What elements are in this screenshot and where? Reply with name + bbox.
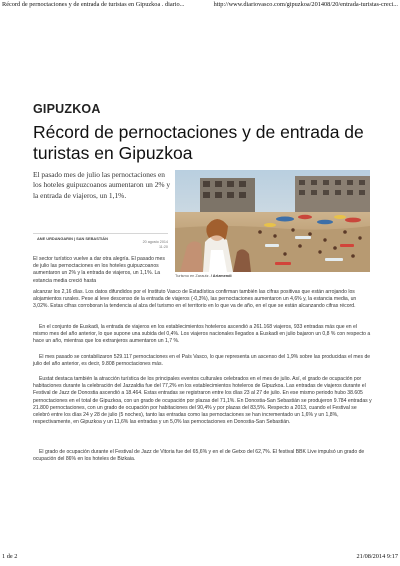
- print-header-title: Récord de pernoctaciones y de entrada de turistas en Gipuzkoa . diario...: [2, 1, 185, 8]
- body-paragraph: Eustat destaca también la atracción turística de los principales eventos culturales celebrados en el mes de julio. Así, el grado de ocupación por habitaciones durante la celebración del Jazzaldia fue del 77,2% en los establecimientos hoteleros de Gipuzkoa. Las entradas de viajeros durante el Festival de Jazz de Donostia ascendió a 18.464. Estas entradas se registraron entre los días 23 al 27 de julio. En ese mismo periodo hubo 38.605 pernoctaciones en el total de Gipuzkoa, con un grado de ocupación por plazas del 71,1%. En Donostia-San Sebastián se produjeron 9.784 entradas y 21.800 pernoctaciones, con un grado de ocupación por habitaciones del 90,4% y por plazas del 83,5%. Respecto a 2013, cuando el Festival se celebró entre los días 24 y 28 de julio (5 noches), tanto las entradas como las pernoctaciones se han incrementado un 1,6% y un 1,8%, respectivamente, en Gipuzkoa y un 11,6% las entradas y un 5,0% las pernoctaciones en Donostia-San Sebastián.: [33, 376, 372, 426]
- body-paragraph: En el conjunto de Euskadi, la entrada de viajeros en los establecimientos hoteleros ascendió a 261.168 viajeros, 933 entradas más que en el mismo mes del año anterior, lo que supone una subida del 0,4%. Los viajeros nacionales llegados a Euskadi en julio bajaron un 0,8 % con respecto a hace un año, mientras que los extranjeros aumentaron un 1,7 %.: [33, 324, 371, 345]
- article-subtitle: El pasado mes de julio las pernoctaciones en los hoteles guipuzcoanos aumentaron un 2% y la entrada de viajeros, un 1,1%.: [33, 170, 171, 200]
- byline-author: ANE URDANGARIN | SAN SEBASTIÁN: [37, 236, 108, 241]
- article-title: Récord de pernoctaciones y de entrada de turistas en Gipuzkoa: [33, 122, 364, 163]
- print-header: [2, 1, 398, 13]
- print-footer: [2, 553, 398, 563]
- lead-paragraph-continued: alcanzar los 2,16 días. Los datos difundidos por el Instituto Vasco de Estadística confirman también las cifras positivas que están arrojando los alojamientos rurales. Pese al leve descenso de la entrada de viajeros (-0,3%), las pernoctaciones aumentaron un 4,6% y, la estancia media, un 3,02%. Estas cifras corroboran la tendencia al alza del turismo en el territorio en lo que va de año, en el que se están alcanzando cifras récord.: [33, 289, 357, 310]
- byline-date-time: 11:20: [159, 244, 168, 249]
- photo-credit: / Arizmendi: [210, 273, 232, 278]
- body-paragraph: El mes pasado se contabilizaron 529.117 pernoctaciones en el País Vasco, lo que representa un ascenso del 1,9% sobre las producidas el mes de julio del año anterior, es decir, 9.808 pernoctaciones más.: [33, 354, 371, 368]
- page-number: 1 de 2: [2, 553, 18, 560]
- photo-caption: [175, 273, 232, 278]
- byline: [33, 233, 168, 247]
- section-label[interactable]: GIPUZKOA: [33, 102, 101, 116]
- print-header-url: http://www.diariovasco.com/gipuzkoa/201408/20/entrada-turistas-creci...: [213, 1, 398, 8]
- body-paragraph: El grado de ocupación durante el Festival de Jazz de Vitoria fue del 65,6% y en el de Getxo del 62,7%. El festival BBK Live impulsó un grado de ocupación del 86% en los hoteles de Bizkaia.: [33, 449, 365, 463]
- byline-date: [143, 240, 168, 249]
- beach-crowd-photo: [175, 170, 370, 272]
- photo-caption-text: Turismo en Zarautz.: [175, 273, 210, 278]
- byline-date-day: 20 agosto 2014: [142, 240, 168, 244]
- article-photo[interactable]: [175, 170, 370, 272]
- print-datetime: 21/08/2014 9:17: [356, 553, 398, 560]
- lead-paragraph: El sector turístico vuelve a dar otra alegría. El pasado mes de julio las pernoctaciones en los hoteles guipuzcoanos aumentaron un 2% y la entrada de viajeros, un 1,1%. La estancia media creció hasta: [33, 256, 165, 284]
